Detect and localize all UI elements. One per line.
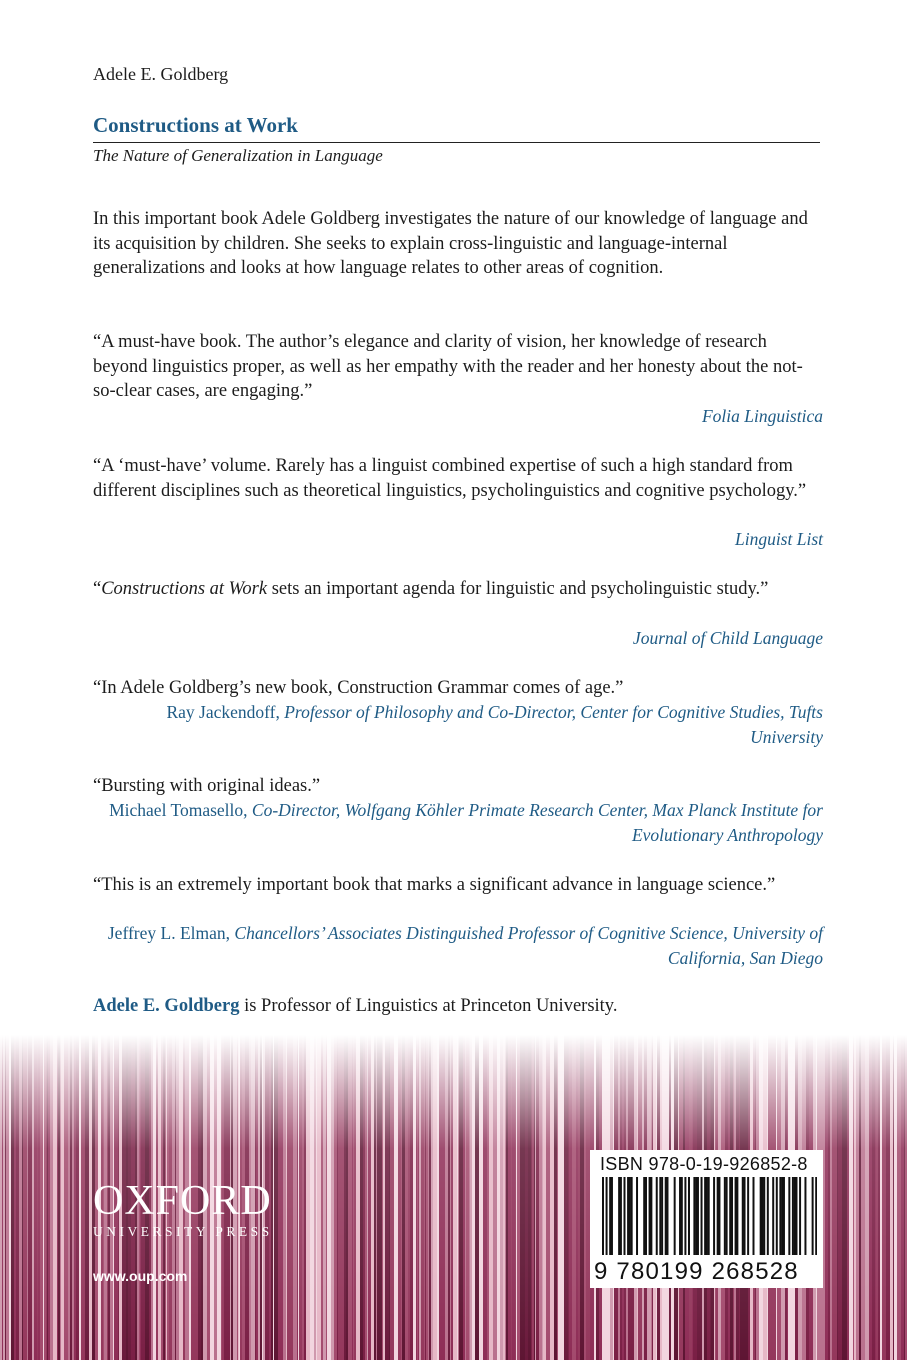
review-attribution-6: Jeffrey L. Elman, Chancellors’ Associates Distinguished Professor of Cognitive Science, University of California, San Diego bbox=[107, 923, 823, 968]
barcode-bar bbox=[643, 1177, 645, 1255]
barcode-bar bbox=[624, 1177, 626, 1255]
barcode-bar bbox=[804, 1177, 806, 1255]
barcode-bar bbox=[747, 1177, 749, 1255]
barcode-bar bbox=[796, 1177, 798, 1255]
review-source-1: Folia Linguistica bbox=[701, 406, 823, 426]
review-quote-4: “In Adele Goldberg’s new book, Construction Grammar comes of age.” bbox=[93, 678, 624, 698]
barcode-bar bbox=[667, 1177, 669, 1255]
review-quote-6: “This is an extremely important book that marks a significant advance in language science.” bbox=[93, 875, 776, 895]
barcode-bar bbox=[645, 1177, 647, 1255]
barcode bbox=[602, 1177, 817, 1259]
barcode-bar bbox=[620, 1177, 622, 1255]
barcode-bar bbox=[627, 1177, 629, 1255]
review-source-2: Linguist List bbox=[734, 529, 823, 549]
barcode-bar bbox=[629, 1177, 631, 1255]
reviewer-name: Michael Tomasello bbox=[109, 800, 244, 820]
review-attribution-4: Ray Jackendoff, Professor of Philosophy and Co-Director, Center for Cognitive Studies, Tufts University bbox=[166, 702, 823, 747]
barcode-bar bbox=[724, 1177, 726, 1255]
barcode-bar bbox=[735, 1177, 737, 1255]
barcode-bar bbox=[695, 1177, 697, 1255]
review-attribution-5: Michael Tomasello, Co-Director, Wolfgang Köhler Primate Research Center, Max Planck Institute for Evolutionary Anthropology bbox=[109, 800, 823, 845]
publisher-press: UNIVERSITY PRESS bbox=[93, 1224, 273, 1239]
barcode-bar bbox=[650, 1177, 652, 1255]
barcode-bar bbox=[812, 1177, 814, 1255]
review-quote-1: “A must-have book. The author’s elegance and clarity of vision, her knowledge of research beyond linguistics proper, as well as her empathy with the reader and her honesty about the not-so-clear cases, are engaging.” bbox=[93, 332, 803, 401]
barcode-bar bbox=[794, 1177, 796, 1255]
barcode-bar bbox=[688, 1177, 690, 1255]
barcode-bar bbox=[631, 1177, 633, 1255]
barcode-bar bbox=[609, 1177, 611, 1255]
barcode-bar bbox=[681, 1177, 683, 1255]
description: In this important book Adele Goldberg investigates the nature of our knowledge of language and its acquisition by children. She seeks to explain cross-linguistic and language-internal generalizations and looks at how language relates to other areas of cognition. bbox=[93, 209, 808, 278]
barcode-bar bbox=[799, 1177, 801, 1255]
barcode-bar bbox=[753, 1177, 755, 1255]
barcode-bar bbox=[649, 1177, 651, 1255]
barcode-bar bbox=[674, 1177, 676, 1255]
barcode-bar bbox=[726, 1177, 728, 1255]
reviewer-affiliation: Co-Director, Wolfgang Köhler Primate Research Center, Max Planck Institute for Evolutionary Anthropology bbox=[251, 800, 823, 845]
bio-author-name: Adele E. Goldberg bbox=[93, 996, 240, 1016]
barcode-bar bbox=[606, 1177, 608, 1255]
reviewer-affiliation: Professor of Philosophy and Co-Director, Center for Cognitive Studies, Tufts University bbox=[284, 702, 823, 747]
publisher-name: OXFORD bbox=[93, 1178, 272, 1224]
barcode-bar bbox=[706, 1177, 708, 1255]
barcode-bar bbox=[661, 1177, 663, 1255]
barcode-bar bbox=[718, 1177, 720, 1255]
isbn-label: ISBN 978-0-19-926852-8 bbox=[600, 1154, 808, 1174]
barcode-bar bbox=[776, 1177, 778, 1255]
barcode-bar bbox=[760, 1177, 762, 1255]
barcode-bar bbox=[761, 1177, 763, 1255]
barcode-bar bbox=[781, 1177, 783, 1255]
barcode-bar bbox=[742, 1177, 744, 1255]
barcode-bar bbox=[744, 1177, 746, 1255]
barcode-bar bbox=[763, 1177, 765, 1255]
barcode-bar bbox=[736, 1177, 738, 1255]
book-subtitle: The Nature of Generalization in Language bbox=[93, 146, 383, 165]
barcode-bar bbox=[731, 1177, 733, 1255]
author-bio bbox=[93, 996, 617, 1017]
reviewer-affiliation: Chancellors’ Associates Distinguished Professor of Cognitive Science, University of California, San Diego bbox=[234, 923, 823, 968]
barcode-bar bbox=[679, 1177, 681, 1255]
barcode-bar bbox=[636, 1177, 638, 1255]
reviewer-name: Jeffrey L. Elman bbox=[107, 923, 226, 943]
author-header: Adele E. Goldberg bbox=[93, 64, 229, 84]
barcode-bar bbox=[717, 1177, 719, 1255]
publisher-logo bbox=[93, 1180, 273, 1240]
review-quote-2: “A ‘must-have’ volume. Rarely has a linguist combined expertise of such a high standard from different disciplines such as theoretical linguistics, psycholinguistics and cognitive psychology.” bbox=[93, 456, 807, 501]
barcode-bar bbox=[684, 1177, 686, 1255]
barcode-bar bbox=[697, 1177, 699, 1255]
review-quote-3-title: Constructions at Work bbox=[101, 579, 268, 599]
review-source-3: Journal of Child Language bbox=[632, 628, 823, 648]
barcode-bar bbox=[713, 1177, 715, 1255]
review-quote-3: “Constructions at Work sets an important agenda for linguistic and psycholinguistic study.” bbox=[93, 579, 769, 599]
review-quote-5: “Bursting with original ideas.” bbox=[93, 776, 321, 796]
barcode-bar bbox=[618, 1177, 620, 1255]
title-rule bbox=[93, 142, 820, 143]
barcode-bar bbox=[815, 1177, 817, 1255]
barcode-bar bbox=[792, 1177, 794, 1255]
barcode-bar bbox=[767, 1177, 769, 1255]
barcode-digits: 9 780199 268528 bbox=[594, 1258, 799, 1285]
barcode-bar bbox=[611, 1177, 613, 1255]
barcode-bar bbox=[779, 1177, 781, 1255]
book-title: Constructions at Work bbox=[93, 113, 298, 137]
barcode-bar bbox=[656, 1177, 658, 1255]
barcode-bar bbox=[704, 1177, 706, 1255]
barcode-bar bbox=[659, 1177, 661, 1255]
barcode-bar bbox=[693, 1177, 695, 1255]
barcode-bar bbox=[701, 1177, 703, 1255]
bio-text: is Professor of Linguistics at Princeton University. bbox=[239, 996, 618, 1016]
barcode-bar bbox=[783, 1177, 785, 1255]
reviewer-name: Ray Jackendoff bbox=[166, 702, 276, 722]
barcode-bar bbox=[772, 1177, 774, 1255]
barcode-bar bbox=[788, 1177, 790, 1255]
barcode-bar bbox=[708, 1177, 710, 1255]
review-quote-3-text: sets an important agenda for linguistic and psycholinguistic study.” bbox=[267, 579, 769, 599]
barcode-bar bbox=[665, 1177, 667, 1255]
publisher-url[interactable]: www.oup.com bbox=[93, 1268, 188, 1284]
barcode-bar bbox=[602, 1177, 604, 1255]
barcode-bar bbox=[729, 1177, 731, 1255]
